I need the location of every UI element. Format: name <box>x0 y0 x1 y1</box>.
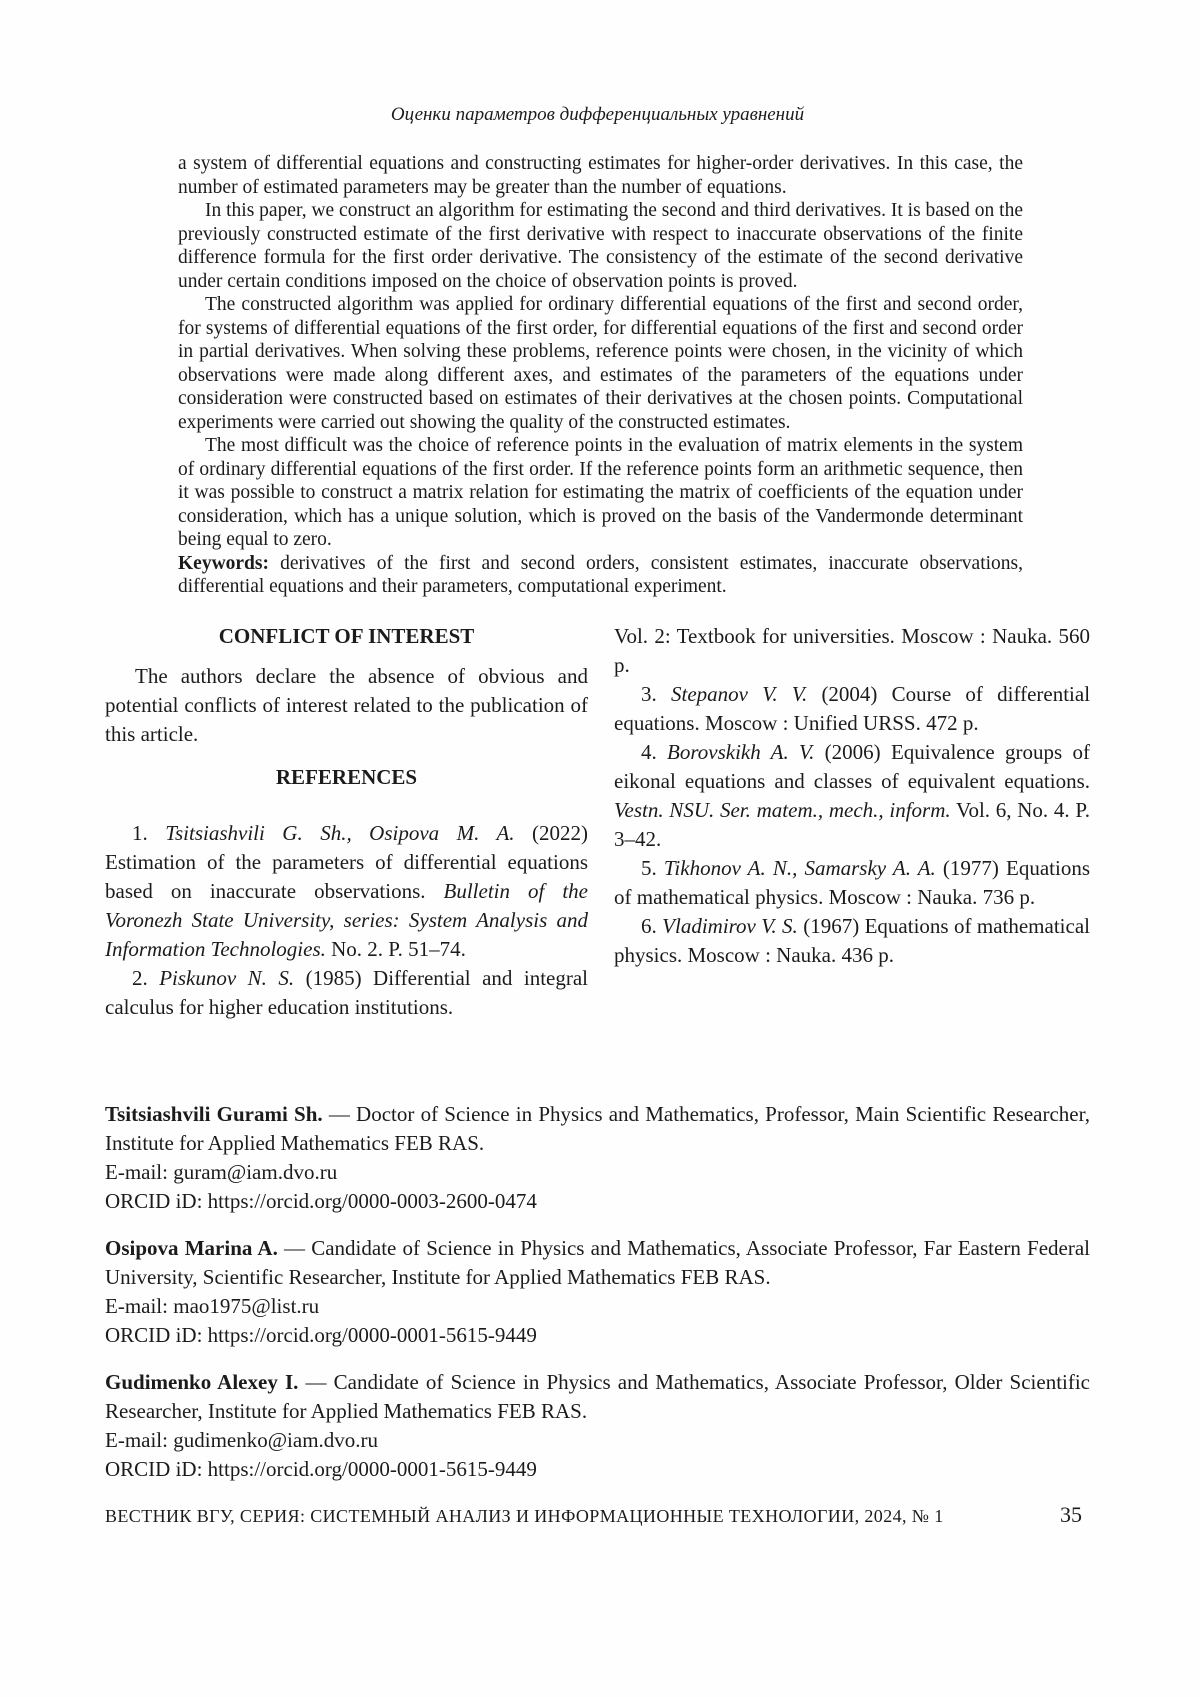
abstract-section <box>178 152 1023 599</box>
page-number: 35 <box>1060 1501 1082 1527</box>
author-bio-text: — Candidate of Science in Physics and Mathematics, Associate Professor, Older Scientific Researcher, Institute for Applied Mathematics FEB RAS. <box>105 1369 1091 1423</box>
reference-item: 5. Tikhonov A. N., Samarsky A. A. (1977) Equations of mathematical physics. Moscow : Nauka. 736 p. <box>614 855 1091 909</box>
reference-item: 6. Vladimirov V. S. (1967) Equations of mathematical physics. Moscow : Nauka. 436 p. <box>614 913 1090 967</box>
author-orcid-line: ORCID iD: https://orcid.org/0000-0001-5615-9449 <box>105 1322 537 1347</box>
running-head: Оценки параметров дифференциальных уравнений <box>390 104 805 125</box>
author-email-line: E-mail: guram@iam.dvo.ru <box>105 1159 338 1184</box>
authors-section <box>105 1100 1090 1484</box>
conflict-of-interest-body: The authors declare the absence of obvious and potential conflicts of interest related to the publication of this article. <box>105 663 588 746</box>
author-bio-text: — Candidate of Science in Physics and Mathematics, Associate Professor, Far Eastern Federal University, Scientific Researcher, Institute for Applied Mathematics FEB RAS. <box>105 1235 1090 1289</box>
keywords-text: derivatives of the first and second orders, consistent estimates, inaccurate observations, differential equations and their parameters, computational experiment. <box>178 552 1023 597</box>
right-column <box>614 622 1090 1077</box>
author-orcid-line: ORCID iD: https://orcid.org/0000-0001-5615-9449 <box>105 1456 537 1481</box>
reference-item: 2. Piskunov N. S. (1985) Differential and integral calculus for higher education institutions. <box>105 965 589 1019</box>
left-column <box>105 622 588 1077</box>
author-block <box>105 1100 1090 1216</box>
author-bio-text: — Doctor of Science in Physics and Mathematics, Professor, Main Scientific Researcher, Institute for Applied Mathematics FEB RAS. <box>105 1101 1090 1155</box>
reference-continuation: Vol. 2: Textbook for universities. Moscow : Nauka. 560 p. <box>614 623 1090 677</box>
footer-journal-line: ВЕСТНИК ВГУ, СЕРИЯ: СИСТЕМНЫЙ АНАЛИЗ И ИНФОРМАЦИОННЫЕ ТЕХНОЛОГИИ, 2024, № 1 <box>105 1505 944 1526</box>
reference-item: 1. Tsitsiashvili G. Sh., Osipova M. A. (2022) Estimation of the parameters of differential equations based on inaccurate observations. Bulletin of the Voronezh State University, series: System Analysis and Information Technologies. No. 2. P. 51–74. <box>105 820 589 961</box>
author-bio-line <box>105 1368 1090 1426</box>
author-name: Gudimenko Alexey I. <box>105 1369 299 1394</box>
references-list-left <box>105 819 588 1022</box>
page-footer <box>105 1502 1090 1528</box>
abstract-paragraph: a system of differential equations and constructing estimates for higher-order derivatives. In this case, the number of estimated parameters may be greater than the number of equations. <box>178 153 1023 198</box>
abstract-paragraph: The most difficult was the choice of reference points in the evaluation of matrix elements in the system of ordinary differential equations of the first order. If the reference points form an arithmetic sequence, then it was possible to construct a matrix relation for estimating the matrix of coefficients of the equation under consideration, which has a unique solution, which is proved on the basis of the Vandermonde determinant being equal to zero. <box>178 435 1023 550</box>
references-heading: REFERENCES <box>275 764 418 789</box>
author-email-line: E-mail: gudimenko@iam.dvo.ru <box>105 1427 379 1452</box>
keywords-line <box>178 552 1023 599</box>
abstract-paragraph: The constructed algorithm was applied for ordinary differential equations of the first and second order, for systems of differential equations of the first order, for differential equations of the first and second order in partial derivatives. When solving these problems, reference points were chosen, in the vicinity of which observations were made along different axes, and estimates of the parameters of the equations under consideration were constructed based on estimates of their derivatives at the chosen points. Computational experiments were carried out showing the quality of the constructed estimates. <box>178 294 1023 433</box>
author-email-line: E-mail: mao1975@list.ru <box>105 1293 320 1318</box>
author-bio-line <box>105 1100 1090 1158</box>
author-block <box>105 1234 1090 1350</box>
author-block <box>105 1368 1090 1484</box>
author-bio-line <box>105 1234 1090 1292</box>
author-orcid-line: ORCID iD: https://orcid.org/0000-0003-2600-0474 <box>105 1188 537 1213</box>
conflict-of-interest-heading: CONFLICT OF INTEREST <box>218 623 475 648</box>
reference-item: 3. Stepanov V. V. (2004) Course of differential equations. Moscow : Unified URSS. 472 p. <box>614 681 1091 735</box>
author-name: Tsitsiashvili Gurami Sh. <box>105 1101 323 1126</box>
author-name: Osipova Marina A. <box>105 1235 278 1260</box>
references-list-right <box>614 622 1090 970</box>
two-column-section <box>105 622 1090 1077</box>
keywords-label: Keywords: <box>178 552 269 574</box>
abstract-paragraph: In this paper, we construct an algorithm for estimating the second and third derivatives. It is based on the previously constructed estimate of the first derivative with respect to inaccurate observations of the finite difference formula for the first order derivative. The consistency of the estimate of the second derivative under certain conditions imposed on the choice of observation points is proved. <box>178 200 1024 292</box>
reference-item: 4. Borovskikh A. V. (2006) Equivalence groups of eikonal equations and classes of equivalent equations. Vestn. NSU. Ser. matem., mech., inform. Vol. 6, No. 4. P. 3–42. <box>614 739 1090 851</box>
